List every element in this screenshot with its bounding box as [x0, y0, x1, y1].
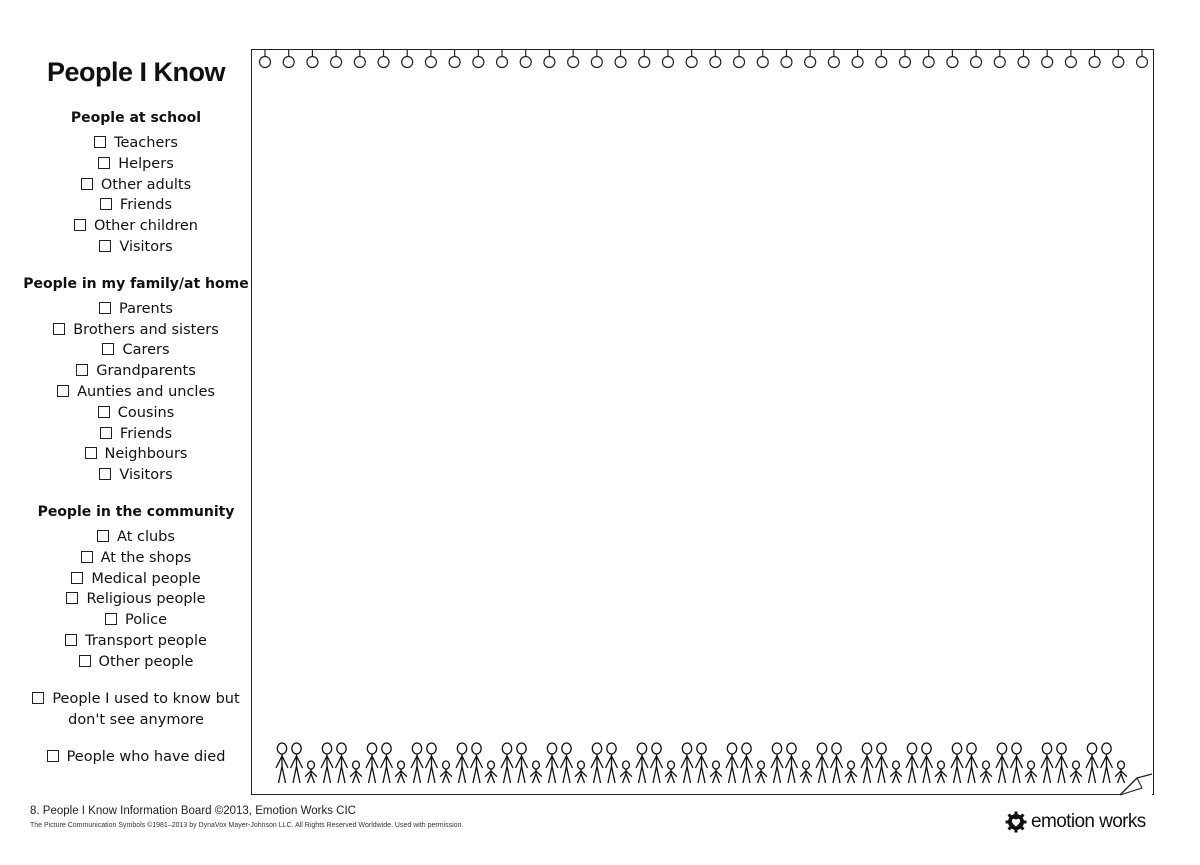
- checkbox[interactable]: [97, 530, 109, 542]
- checklist-item-label: Visitors: [119, 467, 173, 484]
- used-to-know-checkbox[interactable]: [32, 692, 44, 704]
- section-heading: People in the community: [37, 503, 235, 520]
- checklist-item-label: Grandparents: [96, 363, 196, 380]
- checkbox[interactable]: [66, 592, 78, 604]
- category-sections: [22, 108, 250, 673]
- checklist-item: [22, 424, 250, 445]
- checklist-item: [22, 610, 250, 631]
- checklist-item: [22, 569, 250, 590]
- checklist-item: [22, 361, 250, 382]
- checkbox[interactable]: [105, 613, 117, 625]
- page-curl-icon: [252, 50, 1155, 796]
- checklist-item: [22, 589, 250, 610]
- checklist-item: [22, 195, 250, 216]
- checklist-item-label: Friends: [119, 425, 173, 442]
- checklist-item-label: Transport people: [85, 632, 207, 649]
- checklist-item-label: At the shops: [100, 549, 192, 566]
- checkbox[interactable]: [94, 136, 106, 148]
- died-item: [22, 747, 250, 768]
- page-title: People I Know: [46, 57, 226, 87]
- emotion-works-logo: [1005, 808, 1146, 836]
- checklist-item: [22, 299, 250, 320]
- checkbox[interactable]: [79, 655, 91, 667]
- checkbox[interactable]: [102, 343, 114, 355]
- checklist-item-label: Helpers: [118, 155, 174, 172]
- information-board: [251, 49, 1154, 795]
- checkbox[interactable]: [98, 406, 110, 418]
- footer-copyright: The Picture Communication Symbols ©1981–2013 by DynaVox Mayer-Johnson LLC. All Rights Reserved Worldwide. Used with permission.: [30, 822, 464, 829]
- checklist-item-label: Brothers and sisters: [73, 321, 219, 338]
- section-heading: People in my family/at home: [23, 275, 249, 292]
- checklist-item-label: Other people: [98, 653, 194, 670]
- checkbox[interactable]: [81, 551, 93, 563]
- checklist-item: [22, 133, 250, 154]
- checkbox[interactable]: [85, 447, 97, 459]
- checklist-item-label: Religious people: [86, 591, 206, 608]
- checkbox[interactable]: [81, 178, 93, 190]
- checkbox[interactable]: [99, 468, 111, 480]
- checklist-item: [22, 631, 250, 652]
- checklist-item: [22, 548, 250, 569]
- checklist-item: [22, 216, 250, 237]
- checkbox[interactable]: [57, 385, 69, 397]
- checkbox[interactable]: [99, 240, 111, 252]
- checklist: [22, 133, 250, 258]
- checklist-item-label: Neighbours: [104, 446, 188, 463]
- checklist-item-label: Friends: [119, 197, 173, 214]
- checklist-item-label: Other adults: [100, 176, 192, 193]
- checkbox[interactable]: [76, 364, 88, 376]
- checklist-item-label: Other children: [94, 218, 198, 235]
- checklist-item: [22, 340, 250, 361]
- checklist-item-label: Visitors: [119, 238, 173, 255]
- section-heading: People at school: [70, 110, 202, 126]
- checkbox[interactable]: [99, 302, 111, 314]
- checklist-item: [22, 175, 250, 196]
- checklist-item-label: Police: [124, 612, 168, 629]
- logo-text: emotion works: [1031, 811, 1146, 832]
- checklist-item: [22, 237, 250, 258]
- checklist-item-label: At clubs: [117, 528, 175, 545]
- checklist-item-label: Parents: [119, 300, 173, 317]
- checkbox[interactable]: [65, 634, 77, 646]
- checklist-item-label: Teachers: [114, 135, 178, 151]
- checklist-item-label: Cousins: [117, 404, 175, 421]
- checklist-item: [22, 320, 250, 341]
- used-to-know-item: [22, 689, 250, 731]
- checklist-item-label: Aunties and uncles: [77, 383, 215, 400]
- checklist-item: [22, 403, 250, 424]
- sidebar: [22, 52, 250, 784]
- checklist: [22, 299, 250, 486]
- used-to-know-label-line1: People I used to know but: [52, 690, 240, 707]
- checklist-item-label: Carers: [122, 342, 170, 359]
- died-label: People who have died: [66, 748, 226, 765]
- heart-gear-icon: [1005, 811, 1027, 833]
- checklist-item: [22, 465, 250, 486]
- checklist-item-label: Medical people: [91, 570, 201, 587]
- checklist-item: [22, 154, 250, 175]
- checklist-item: [22, 652, 250, 673]
- checkbox[interactable]: [53, 323, 65, 335]
- checkbox[interactable]: [100, 198, 112, 210]
- checklist-item: [22, 444, 250, 465]
- checklist: [22, 527, 250, 673]
- checkbox[interactable]: [71, 572, 83, 584]
- checkbox[interactable]: [98, 157, 110, 169]
- checkbox[interactable]: [100, 427, 112, 439]
- footer-credit: 8. People I Know Information Board ©2013, Emotion Works CIC: [30, 805, 356, 817]
- checklist-item: [22, 527, 250, 548]
- died-checkbox[interactable]: [47, 750, 59, 762]
- checkbox[interactable]: [74, 219, 86, 231]
- checklist-item: [22, 382, 250, 403]
- used-to-know-label-line2: don't see anymore: [68, 711, 204, 728]
